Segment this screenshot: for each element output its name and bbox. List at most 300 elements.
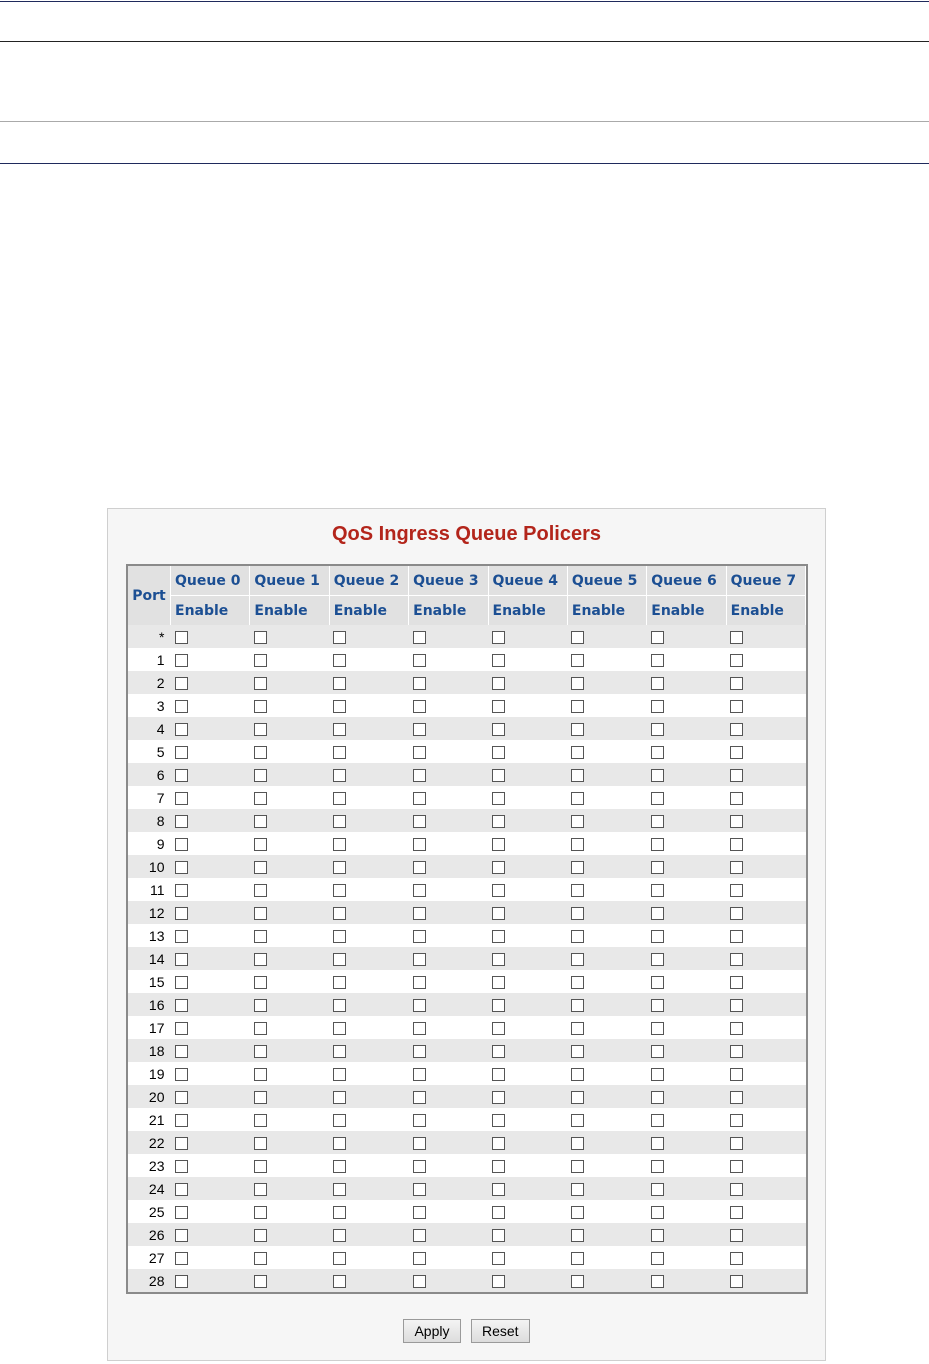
enable-checkbox[interactable] — [730, 1114, 743, 1127]
enable-checkbox[interactable] — [254, 1091, 267, 1104]
enable-checkbox[interactable] — [413, 815, 426, 828]
enable-checkbox[interactable] — [651, 884, 664, 897]
enable-checkbox[interactable] — [571, 907, 584, 920]
enable-checkbox[interactable] — [651, 792, 664, 805]
enable-checkbox[interactable] — [175, 654, 188, 667]
enable-checkbox[interactable] — [175, 769, 188, 782]
enable-checkbox[interactable] — [492, 1252, 505, 1265]
enable-checkbox[interactable] — [492, 1229, 505, 1242]
enable-checkbox[interactable] — [333, 631, 346, 644]
enable-checkbox[interactable] — [571, 1206, 584, 1219]
table-row — [128, 717, 806, 740]
enable-cell — [726, 1062, 805, 1085]
enable-checkbox[interactable] — [492, 1183, 505, 1196]
enable-checkbox[interactable] — [254, 677, 267, 690]
enable-checkbox[interactable] — [571, 1160, 584, 1173]
enable-checkbox[interactable] — [571, 1045, 584, 1058]
enable-checkbox[interactable] — [571, 677, 584, 690]
enable-checkbox[interactable] — [254, 953, 267, 966]
enable-checkbox[interactable] — [175, 884, 188, 897]
enable-checkbox[interactable] — [254, 700, 267, 713]
enable-checkbox[interactable] — [492, 930, 505, 943]
enable-checkbox[interactable] — [651, 999, 664, 1012]
enable-checkbox[interactable] — [333, 930, 346, 943]
enable-checkbox[interactable] — [413, 930, 426, 943]
enable-checkbox[interactable] — [333, 999, 346, 1012]
enable-checkbox[interactable] — [254, 999, 267, 1012]
enable-checkbox[interactable] — [333, 976, 346, 989]
enable-checkbox[interactable] — [333, 1206, 346, 1219]
port-label: 15 — [128, 970, 171, 993]
enable-checkbox[interactable] — [492, 999, 505, 1012]
enable-checkbox[interactable] — [730, 769, 743, 782]
enable-checkbox[interactable] — [730, 1160, 743, 1173]
enable-checkbox[interactable] — [333, 654, 346, 667]
port-label: 17 — [128, 1016, 171, 1039]
enable-cell — [171, 1039, 250, 1062]
apply-button[interactable]: Apply — [403, 1319, 460, 1343]
enable-checkbox[interactable] — [413, 723, 426, 736]
enable-checkbox[interactable] — [492, 838, 505, 851]
enable-checkbox[interactable] — [571, 1068, 584, 1081]
enable-checkbox[interactable] — [492, 1068, 505, 1081]
enable-checkbox[interactable] — [333, 907, 346, 920]
table-row — [128, 878, 806, 901]
enable-checkbox[interactable] — [413, 631, 426, 644]
enable-cell — [329, 832, 408, 855]
enable-checkbox[interactable] — [571, 1114, 584, 1127]
enable-checkbox[interactable] — [333, 677, 346, 690]
reset-button[interactable]: Reset — [471, 1319, 530, 1343]
enable-cell — [647, 1108, 726, 1131]
enable-checkbox[interactable] — [730, 1022, 743, 1035]
enable-cell — [329, 740, 408, 763]
enable-checkbox[interactable] — [175, 1045, 188, 1058]
enable-cell — [647, 763, 726, 786]
enable-cell — [409, 1154, 488, 1177]
enable-checkbox[interactable] — [413, 1091, 426, 1104]
enable-checkbox[interactable] — [333, 884, 346, 897]
enable-checkbox[interactable] — [730, 884, 743, 897]
enable-checkbox[interactable] — [175, 1160, 188, 1173]
enable-checkbox[interactable] — [651, 1252, 664, 1265]
enable-cell — [647, 855, 726, 878]
enable-checkbox[interactable] — [413, 1022, 426, 1035]
enable-checkbox[interactable] — [492, 746, 505, 759]
enable-checkbox[interactable] — [571, 1229, 584, 1242]
table-row — [128, 947, 806, 970]
enable-checkbox[interactable] — [254, 1160, 267, 1173]
enable-checkbox[interactable] — [175, 1275, 188, 1288]
enable-checkbox[interactable] — [730, 1137, 743, 1150]
enable-checkbox[interactable] — [175, 1068, 188, 1081]
enable-checkbox[interactable] — [333, 838, 346, 851]
enable-checkbox[interactable] — [571, 723, 584, 736]
enable-checkbox[interactable] — [651, 861, 664, 874]
enable-checkbox[interactable] — [651, 1160, 664, 1173]
enable-checkbox[interactable] — [492, 1160, 505, 1173]
enable-checkbox[interactable] — [730, 677, 743, 690]
enable-cell — [567, 970, 646, 993]
enable-checkbox[interactable] — [333, 769, 346, 782]
enable-checkbox[interactable] — [651, 1183, 664, 1196]
enable-checkbox[interactable] — [730, 861, 743, 874]
enable-checkbox[interactable] — [571, 1252, 584, 1265]
enable-cell — [488, 763, 567, 786]
enable-cell — [171, 901, 250, 924]
enable-checkbox[interactable] — [571, 1022, 584, 1035]
port-label: 25 — [128, 1200, 171, 1223]
enable-checkbox[interactable] — [571, 1275, 584, 1288]
enable-cell — [726, 740, 805, 763]
enable-checkbox[interactable] — [413, 1252, 426, 1265]
enable-checkbox[interactable] — [333, 1068, 346, 1081]
enable-checkbox[interactable] — [492, 1091, 505, 1104]
enable-checkbox[interactable] — [413, 1114, 426, 1127]
enable-checkbox[interactable] — [175, 746, 188, 759]
enable-checkbox[interactable] — [651, 976, 664, 989]
enable-checkbox[interactable] — [730, 930, 743, 943]
queue-7-enable-header: Enable — [726, 596, 805, 626]
enable-cell — [171, 809, 250, 832]
enable-cell — [171, 947, 250, 970]
enable-checkbox[interactable] — [175, 792, 188, 805]
enable-checkbox[interactable] — [730, 1068, 743, 1081]
enable-cell — [250, 970, 329, 993]
enable-checkbox[interactable] — [571, 654, 584, 667]
enable-checkbox[interactable] — [175, 1229, 188, 1242]
enable-cell — [567, 648, 646, 671]
port-label: 26 — [128, 1223, 171, 1246]
enable-cell — [647, 1223, 726, 1246]
enable-checkbox[interactable] — [492, 907, 505, 920]
enable-checkbox[interactable] — [730, 1229, 743, 1242]
enable-checkbox[interactable] — [571, 930, 584, 943]
enable-cell — [726, 901, 805, 924]
enable-checkbox[interactable] — [730, 1252, 743, 1265]
enable-checkbox[interactable] — [333, 792, 346, 805]
enable-checkbox[interactable] — [492, 792, 505, 805]
enable-cell — [250, 1269, 329, 1292]
enable-checkbox[interactable] — [413, 1068, 426, 1081]
enable-checkbox[interactable] — [651, 1275, 664, 1288]
enable-cell — [726, 1016, 805, 1039]
port-label: 23 — [128, 1154, 171, 1177]
enable-checkbox[interactable] — [492, 654, 505, 667]
enable-cell — [329, 1246, 408, 1269]
enable-checkbox[interactable] — [651, 1229, 664, 1242]
enable-checkbox[interactable] — [571, 700, 584, 713]
enable-checkbox[interactable] — [175, 1206, 188, 1219]
enable-checkbox[interactable] — [730, 631, 743, 644]
enable-cell — [567, 809, 646, 832]
enable-checkbox[interactable] — [571, 999, 584, 1012]
enable-checkbox[interactable] — [413, 677, 426, 690]
enable-checkbox[interactable] — [254, 792, 267, 805]
enable-checkbox[interactable] — [730, 700, 743, 713]
enable-checkbox[interactable] — [730, 907, 743, 920]
enable-checkbox[interactable] — [175, 1252, 188, 1265]
port-label: 27 — [128, 1246, 171, 1269]
enable-checkbox[interactable] — [333, 1275, 346, 1288]
enable-checkbox[interactable] — [492, 976, 505, 989]
enable-cell — [567, 1085, 646, 1108]
enable-checkbox[interactable] — [175, 1091, 188, 1104]
enable-cell — [647, 648, 726, 671]
enable-checkbox[interactable] — [254, 907, 267, 920]
enable-checkbox[interactable] — [175, 1114, 188, 1127]
enable-cell — [329, 763, 408, 786]
enable-cell — [567, 1200, 646, 1223]
enable-cell — [329, 648, 408, 671]
enable-checkbox[interactable] — [254, 815, 267, 828]
enable-checkbox[interactable] — [571, 631, 584, 644]
enable-checkbox[interactable] — [730, 976, 743, 989]
enable-checkbox[interactable] — [651, 723, 664, 736]
enable-checkbox[interactable] — [175, 1183, 188, 1196]
port-label: 14 — [128, 947, 171, 970]
enable-checkbox[interactable] — [175, 976, 188, 989]
header-row-enable — [128, 596, 806, 626]
enable-checkbox[interactable] — [333, 723, 346, 736]
enable-checkbox[interactable] — [413, 907, 426, 920]
enable-checkbox[interactable] — [651, 1137, 664, 1150]
enable-checkbox[interactable] — [492, 1114, 505, 1127]
enable-cell — [488, 1062, 567, 1085]
enable-checkbox[interactable] — [413, 654, 426, 667]
table-row — [128, 993, 806, 1016]
enable-checkbox[interactable] — [492, 700, 505, 713]
enable-checkbox[interactable] — [651, 907, 664, 920]
enable-checkbox[interactable] — [492, 815, 505, 828]
enable-cell — [647, 786, 726, 809]
enable-checkbox[interactable] — [730, 1275, 743, 1288]
enable-checkbox[interactable] — [333, 1045, 346, 1058]
enable-checkbox[interactable] — [651, 1022, 664, 1035]
enable-checkbox[interactable] — [254, 1206, 267, 1219]
enable-checkbox[interactable] — [254, 1114, 267, 1127]
enable-checkbox[interactable] — [730, 1091, 743, 1104]
enable-checkbox[interactable] — [730, 1183, 743, 1196]
table-row — [128, 1177, 806, 1200]
enable-checkbox[interactable] — [413, 976, 426, 989]
enable-checkbox[interactable] — [571, 1137, 584, 1150]
enable-checkbox[interactable] — [651, 930, 664, 943]
enable-checkbox[interactable] — [413, 1160, 426, 1173]
enable-checkbox[interactable] — [730, 953, 743, 966]
enable-checkbox[interactable] — [492, 1045, 505, 1058]
enable-checkbox[interactable] — [651, 654, 664, 667]
enable-checkbox[interactable] — [333, 1160, 346, 1173]
enable-checkbox[interactable] — [571, 815, 584, 828]
enable-checkbox[interactable] — [254, 1045, 267, 1058]
enable-checkbox[interactable] — [651, 815, 664, 828]
enable-cell — [329, 694, 408, 717]
port-label: 13 — [128, 924, 171, 947]
enable-checkbox[interactable] — [492, 769, 505, 782]
enable-checkbox[interactable] — [254, 884, 267, 897]
enable-checkbox[interactable] — [571, 769, 584, 782]
port-label: 5 — [128, 740, 171, 763]
enable-checkbox[interactable] — [254, 654, 267, 667]
enable-checkbox[interactable] — [175, 815, 188, 828]
enable-checkbox[interactable] — [651, 700, 664, 713]
enable-checkbox[interactable] — [492, 861, 505, 874]
enable-cell — [171, 694, 250, 717]
enable-checkbox[interactable] — [651, 769, 664, 782]
enable-checkbox[interactable] — [571, 1091, 584, 1104]
enable-checkbox[interactable] — [571, 976, 584, 989]
table-row — [128, 1131, 806, 1154]
enable-cell — [567, 1039, 646, 1062]
table-row — [128, 694, 806, 717]
enable-checkbox[interactable] — [730, 1206, 743, 1219]
enable-checkbox[interactable] — [413, 884, 426, 897]
enable-checkbox[interactable] — [333, 1022, 346, 1035]
enable-checkbox[interactable] — [413, 861, 426, 874]
enable-checkbox[interactable] — [254, 746, 267, 759]
enable-checkbox[interactable] — [175, 677, 188, 690]
enable-checkbox[interactable] — [254, 838, 267, 851]
enable-checkbox[interactable] — [254, 723, 267, 736]
enable-checkbox[interactable] — [175, 1137, 188, 1150]
enable-checkbox[interactable] — [254, 1022, 267, 1035]
enable-checkbox[interactable] — [571, 838, 584, 851]
enable-cell — [409, 855, 488, 878]
enable-checkbox[interactable] — [651, 1091, 664, 1104]
enable-checkbox[interactable] — [413, 700, 426, 713]
queue-5-header: Queue 5 — [567, 566, 646, 596]
enable-checkbox[interactable] — [413, 953, 426, 966]
enable-checkbox[interactable] — [175, 999, 188, 1012]
enable-checkbox[interactable] — [651, 677, 664, 690]
enable-checkbox[interactable] — [254, 631, 267, 644]
enable-checkbox[interactable] — [492, 631, 505, 644]
enable-checkbox[interactable] — [333, 1137, 346, 1150]
enable-checkbox[interactable] — [492, 1206, 505, 1219]
enable-checkbox[interactable] — [175, 700, 188, 713]
enable-checkbox[interactable] — [175, 930, 188, 943]
enable-checkbox[interactable] — [413, 999, 426, 1012]
enable-checkbox[interactable] — [254, 1183, 267, 1196]
enable-cell — [647, 1131, 726, 1154]
enable-checkbox[interactable] — [651, 1114, 664, 1127]
enable-checkbox[interactable] — [413, 1206, 426, 1219]
enable-checkbox[interactable] — [730, 654, 743, 667]
enable-cell — [647, 1246, 726, 1269]
enable-checkbox[interactable] — [333, 815, 346, 828]
enable-checkbox[interactable] — [413, 1137, 426, 1150]
enable-checkbox[interactable] — [254, 1252, 267, 1265]
queue-7-header: Queue 7 — [726, 566, 805, 596]
enable-cell — [250, 648, 329, 671]
enable-checkbox[interactable] — [492, 1275, 505, 1288]
enable-checkbox[interactable] — [333, 1229, 346, 1242]
queue-2-enable-header: Enable — [329, 596, 408, 626]
enable-checkbox[interactable] — [333, 746, 346, 759]
enable-checkbox[interactable] — [254, 769, 267, 782]
port-label: 12 — [128, 901, 171, 924]
enable-checkbox[interactable] — [254, 1137, 267, 1150]
enable-cell — [329, 993, 408, 1016]
enable-checkbox[interactable] — [413, 1275, 426, 1288]
enable-checkbox[interactable] — [254, 1068, 267, 1081]
enable-checkbox[interactable] — [492, 1137, 505, 1150]
enable-checkbox[interactable] — [730, 838, 743, 851]
enable-cell — [647, 924, 726, 947]
enable-checkbox[interactable] — [571, 792, 584, 805]
enable-cell — [726, 1177, 805, 1200]
enable-checkbox[interactable] — [492, 884, 505, 897]
enable-checkbox[interactable] — [730, 746, 743, 759]
enable-checkbox[interactable] — [651, 953, 664, 966]
enable-checkbox[interactable] — [492, 953, 505, 966]
enable-checkbox[interactable] — [730, 792, 743, 805]
enable-checkbox[interactable] — [333, 1114, 346, 1127]
enable-checkbox[interactable] — [571, 1183, 584, 1196]
enable-cell — [647, 947, 726, 970]
enable-cell — [647, 1177, 726, 1200]
enable-checkbox[interactable] — [730, 999, 743, 1012]
enable-checkbox[interactable] — [730, 815, 743, 828]
enable-checkbox[interactable] — [333, 1183, 346, 1196]
enable-checkbox[interactable] — [730, 1045, 743, 1058]
enable-cell — [409, 1108, 488, 1131]
enable-checkbox[interactable] — [413, 1183, 426, 1196]
enable-checkbox[interactable] — [333, 700, 346, 713]
enable-checkbox[interactable] — [175, 1022, 188, 1035]
enable-checkbox[interactable] — [254, 930, 267, 943]
enable-cell — [488, 924, 567, 947]
enable-checkbox[interactable] — [571, 884, 584, 897]
enable-checkbox[interactable] — [651, 1206, 664, 1219]
enable-checkbox[interactable] — [651, 838, 664, 851]
enable-checkbox[interactable] — [175, 631, 188, 644]
enable-checkbox[interactable] — [175, 953, 188, 966]
enable-checkbox[interactable] — [492, 677, 505, 690]
enable-checkbox[interactable] — [254, 976, 267, 989]
enable-checkbox[interactable] — [492, 1022, 505, 1035]
enable-checkbox[interactable] — [571, 861, 584, 874]
enable-checkbox[interactable] — [254, 861, 267, 874]
enable-checkbox[interactable] — [254, 1275, 267, 1288]
enable-checkbox[interactable] — [254, 1229, 267, 1242]
enable-checkbox[interactable] — [413, 792, 426, 805]
enable-checkbox[interactable] — [333, 1252, 346, 1265]
enable-checkbox[interactable] — [333, 953, 346, 966]
enable-checkbox[interactable] — [175, 907, 188, 920]
enable-checkbox[interactable] — [571, 746, 584, 759]
enable-checkbox[interactable] — [413, 746, 426, 759]
enable-checkbox[interactable] — [730, 723, 743, 736]
enable-checkbox[interactable] — [333, 861, 346, 874]
enable-checkbox[interactable] — [175, 723, 188, 736]
enable-checkbox[interactable] — [413, 838, 426, 851]
enable-checkbox[interactable] — [413, 1229, 426, 1242]
enable-checkbox[interactable] — [413, 769, 426, 782]
enable-checkbox[interactable] — [651, 1068, 664, 1081]
enable-checkbox[interactable] — [175, 838, 188, 851]
enable-checkbox[interactable] — [492, 723, 505, 736]
enable-checkbox[interactable] — [651, 746, 664, 759]
enable-checkbox[interactable] — [413, 1045, 426, 1058]
enable-cell — [171, 924, 250, 947]
enable-checkbox[interactable] — [651, 1045, 664, 1058]
enable-checkbox[interactable] — [333, 1091, 346, 1104]
enable-checkbox[interactable] — [571, 953, 584, 966]
enable-checkbox[interactable] — [175, 861, 188, 874]
enable-checkbox[interactable] — [651, 631, 664, 644]
